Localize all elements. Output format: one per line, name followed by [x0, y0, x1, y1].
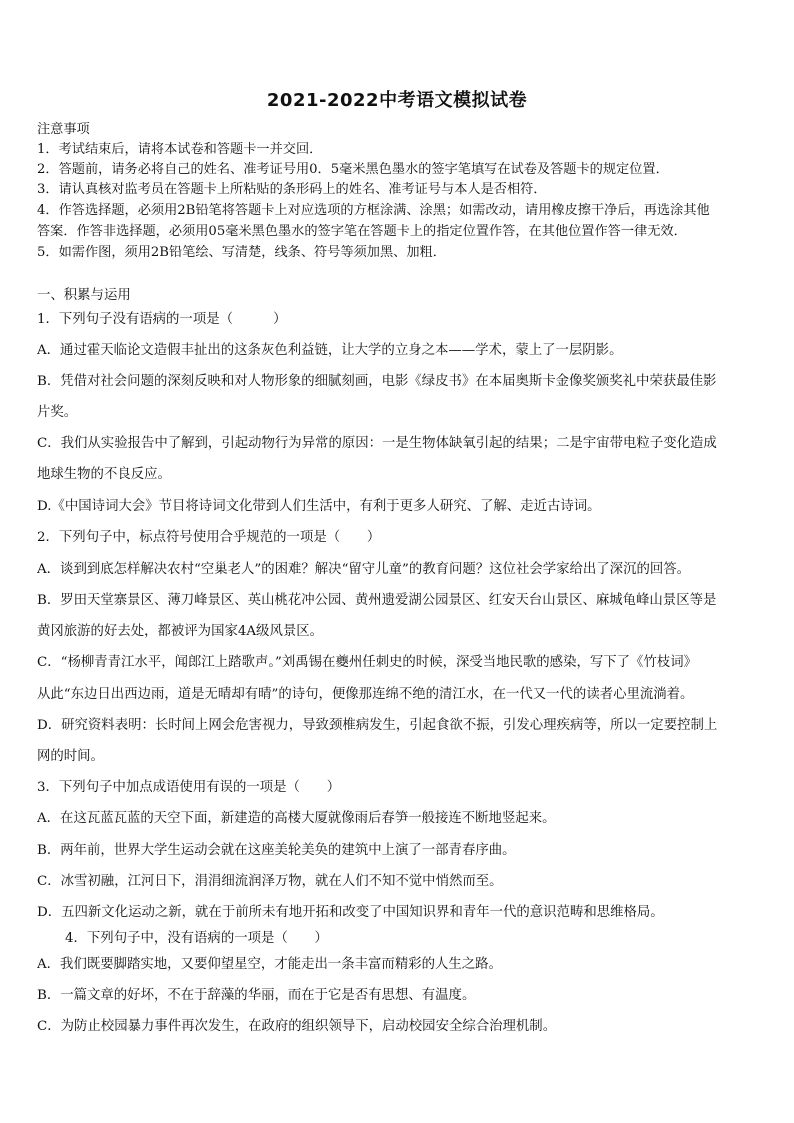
- option-line: A．我们既要脚踏实地，又要仰望星空，才能走出一条丰富而精彩的人生之路。: [37, 957, 502, 972]
- option-line: A．谈到到底怎样解决农村“空巢老人”的困难？解决“留守儿童”的教育问题？这位社会学家给出了深沉的回答。: [37, 562, 691, 577]
- option-line: 网的时间。: [37, 749, 104, 764]
- option-line: 地球生物的不良反应。: [37, 467, 171, 482]
- question-3-stem: 3．下列句子中加点成语使用有误的一项是（ ）: [37, 780, 341, 795]
- section-title: 一、积累与运用: [37, 288, 131, 303]
- option-line: C．冰雪初融，江河日下，涓涓细流润泽万物，就在人们不知不觉中悄然而至。: [37, 874, 503, 889]
- option-line: C．我们从实验报告中了解到，引起动物行为异常的原因：一是生物体缺氧引起的结果；二是宇宙带电粒子变化造成: [37, 436, 717, 451]
- notice-line: 1．考试结束后，请将本试卷和答题卡一并交回．: [37, 142, 323, 157]
- option-line: B．凭借对社会问题的深刻反映和对人物形象的细腻刻画，电影《绿皮书》在本届奥斯卡金像奖颁奖礼中荣获最佳影: [37, 374, 717, 389]
- question-2-stem: 2．下列句子中，标点符号使用合乎规范的一项是（ ）: [37, 530, 381, 545]
- notice-line: 4．作答选择题，必须用2B铅笔将答题卡上对应选项的方框涂满、涂黑；如需改动，请用橡皮擦干净后，再选涂其他: [37, 203, 710, 218]
- option-line: C．“杨柳青青江水平，闻郎江上踏歌声。”刘禹锡在夔州任刺史的时候，深受当地民歌的感染，写下了《竹枝词》: [37, 655, 697, 670]
- notice-heading: 注意事项: [37, 122, 90, 137]
- option-line: D.《中国诗词大会》节目将诗词文化带到人们生活中，有利于更多人研究、了解、走近古诗词。: [37, 499, 601, 514]
- option-line: 片奖。: [37, 405, 78, 420]
- question-4-stem: 4．下列句子中，没有语病的一项是（ ）: [65, 931, 328, 946]
- question-1-stem: 1．下列句子没有语病的一项是（ ）: [37, 312, 287, 327]
- option-line: B．两年前，世界大学生运动会就在这座美轮美奂的建筑中上演了一部青春序曲。: [37, 843, 516, 858]
- option-line: B．罗田天堂寨景区、薄刀峰景区、英山桃花冲公园、黄州遗爱湖公园景区、红安天台山景区、麻城龟峰山景区等是: [37, 593, 717, 608]
- notice-line: 答案．作答非选择题，必须用05毫米黑色墨水的签字笔在答题卡上的指定位置作答，在其他位置作答一律无效．: [37, 224, 687, 239]
- option-line: C．为防止校园暴力事件再次发生，在政府的组织领导下，启动校园安全综合治理机制。: [37, 1019, 557, 1034]
- notice-line: 3．请认真核对监考员在答题卡上所粘贴的条形码上的姓名、准考证号与本人是否相符．: [37, 182, 547, 197]
- option-line: B．一篇文章的好坏，不在于辞藻的华丽，而在于它是否有思想、有温度。: [37, 988, 476, 1003]
- option-line: D．研究资料表明：长时间上网会危害视力，导致颈椎病发生，引起食欲不振，引发心理疾病等，所以一定要控制上: [37, 718, 718, 733]
- notice-line: 5．如需作图，须用2B铅笔绘、写清楚，线条、符号等须加黑、加粗．: [37, 245, 446, 260]
- option-line: 黄冈旅游的好去处，都被评为国家4A级风景区。: [37, 624, 324, 639]
- notice-line: 2．答题前，请务必将自己的姓名、准考证号用0．5毫米黑色墨水的签字笔填写在试卷及答题卡的规定位置．: [37, 162, 669, 177]
- option-line: D．五四新文化运动之新，就在于前所未有地开拓和改变了中国知识界和青年一代的意识范畴和思维格局。: [37, 905, 664, 920]
- option-line: A．通过霍天临论文造假丰扯出的这条灰色利益链，让大学的立身之本——学术，蒙上了一层阴影。: [37, 343, 623, 358]
- option-line: 从此“东边日出西边雨，道是无晴却有晴”的诗句，便像那连绵不绝的清江水，在一代又一代的读者心里流淌着。: [37, 687, 694, 702]
- option-line: A．在这瓦蓝瓦蓝的天空下面，新建造的高楼大厦就像雨后春笋一般接连不断地竖起来。: [37, 811, 556, 826]
- page-title: 2021-2022中考语文模拟试卷: [266, 90, 528, 111]
